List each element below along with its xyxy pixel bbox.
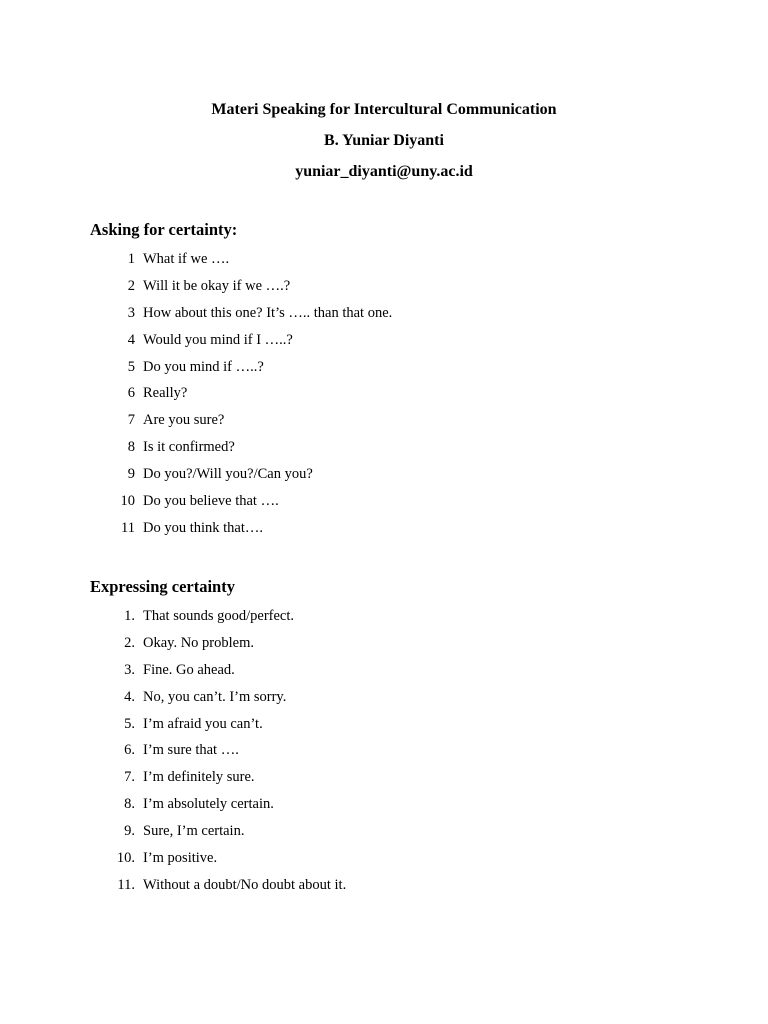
item-number: 3 bbox=[127, 304, 135, 321]
item-number: 2 bbox=[127, 277, 135, 294]
list-item bbox=[90, 380, 710, 407]
item-number: 1 bbox=[127, 251, 135, 267]
list-item bbox=[90, 684, 710, 711]
expressing-certainty-list bbox=[90, 603, 710, 899]
item-text: Do you believe that …. bbox=[143, 493, 279, 510]
item-text: Is it confirmed? bbox=[143, 439, 235, 456]
item-text: That sounds good/perfect. bbox=[143, 608, 295, 624]
item-number: 7. bbox=[124, 769, 135, 786]
item-number: 10. bbox=[116, 850, 135, 867]
list-item bbox=[90, 630, 710, 657]
item-number: 4 bbox=[127, 331, 135, 348]
item-text: I’m positive. bbox=[143, 850, 218, 867]
list-item bbox=[90, 488, 710, 515]
item-number: 5. bbox=[124, 715, 135, 732]
list-item bbox=[90, 515, 710, 542]
item-text: What if we …. bbox=[143, 251, 230, 267]
document-title: Materi Speaking for Intercultural Communication bbox=[211, 101, 557, 118]
section-heading: Expressing certainty bbox=[90, 577, 235, 596]
list-item bbox=[90, 737, 710, 764]
item-number: 2. bbox=[124, 634, 135, 651]
item-text: Do you think that…. bbox=[143, 519, 264, 536]
list-item bbox=[90, 407, 710, 434]
item-text: Really? bbox=[143, 385, 188, 402]
item-text: No, you can’t. I’m sorry. bbox=[143, 688, 287, 705]
list-item bbox=[90, 657, 710, 684]
item-text: Okay. No problem. bbox=[143, 634, 255, 651]
item-number: 8. bbox=[124, 796, 135, 813]
item-text: Will it be okay if we ….? bbox=[143, 277, 291, 294]
item-number: 10 bbox=[120, 493, 135, 510]
item-number: 4. bbox=[124, 688, 135, 705]
asking-certainty-list bbox=[90, 246, 710, 542]
item-number: 3. bbox=[124, 661, 135, 678]
item-text: I’m afraid you can’t. bbox=[143, 715, 263, 732]
document-header bbox=[0, 94, 768, 187]
list-item bbox=[90, 327, 710, 354]
item-number: 7 bbox=[127, 412, 135, 429]
item-number: 6. bbox=[124, 742, 135, 759]
list-item bbox=[90, 434, 710, 461]
item-number: 11. bbox=[117, 876, 135, 893]
item-number: 9. bbox=[124, 823, 135, 840]
item-text: Do you mind if …..? bbox=[143, 358, 264, 375]
item-text: Sure, I’m certain. bbox=[143, 823, 245, 840]
item-text: Do you?/Will you?/Can you? bbox=[143, 466, 313, 483]
item-text: I’m definitely sure. bbox=[143, 769, 255, 786]
item-text: How about this one? It’s ….. than that one. bbox=[143, 304, 393, 321]
expressing-certainty-section bbox=[90, 576, 710, 899]
item-text: I’m absolutely certain. bbox=[143, 796, 274, 813]
list-item bbox=[90, 872, 710, 899]
item-text: Fine. Go ahead. bbox=[143, 661, 235, 678]
item-number: 9 bbox=[127, 466, 135, 483]
item-number: 8 bbox=[127, 439, 135, 456]
item-number: 6 bbox=[127, 385, 135, 402]
author-email: yuniar_diyanti@uny.ac.id bbox=[295, 163, 473, 180]
list-item bbox=[90, 603, 710, 630]
list-item bbox=[90, 764, 710, 791]
item-text: I’m sure that …. bbox=[143, 742, 239, 759]
section-heading: Asking for certainty: bbox=[90, 220, 238, 239]
asking-certainty-section bbox=[90, 219, 710, 542]
list-item bbox=[90, 818, 710, 845]
list-item bbox=[90, 791, 710, 818]
list-item bbox=[90, 246, 710, 273]
list-item bbox=[90, 300, 710, 327]
author-name: B. Yuniar Diyanti bbox=[324, 132, 444, 149]
item-text: Without a doubt/No doubt about it. bbox=[143, 876, 347, 893]
item-text: Are you sure? bbox=[143, 412, 225, 429]
list-item bbox=[90, 354, 710, 381]
item-number: 1. bbox=[124, 608, 135, 624]
item-text: Would you mind if I …..? bbox=[143, 331, 293, 348]
list-item bbox=[90, 845, 710, 872]
list-item bbox=[90, 461, 710, 488]
item-number: 5 bbox=[127, 358, 135, 375]
list-item bbox=[90, 711, 710, 738]
item-number: 11 bbox=[121, 519, 135, 536]
list-item bbox=[90, 273, 710, 300]
